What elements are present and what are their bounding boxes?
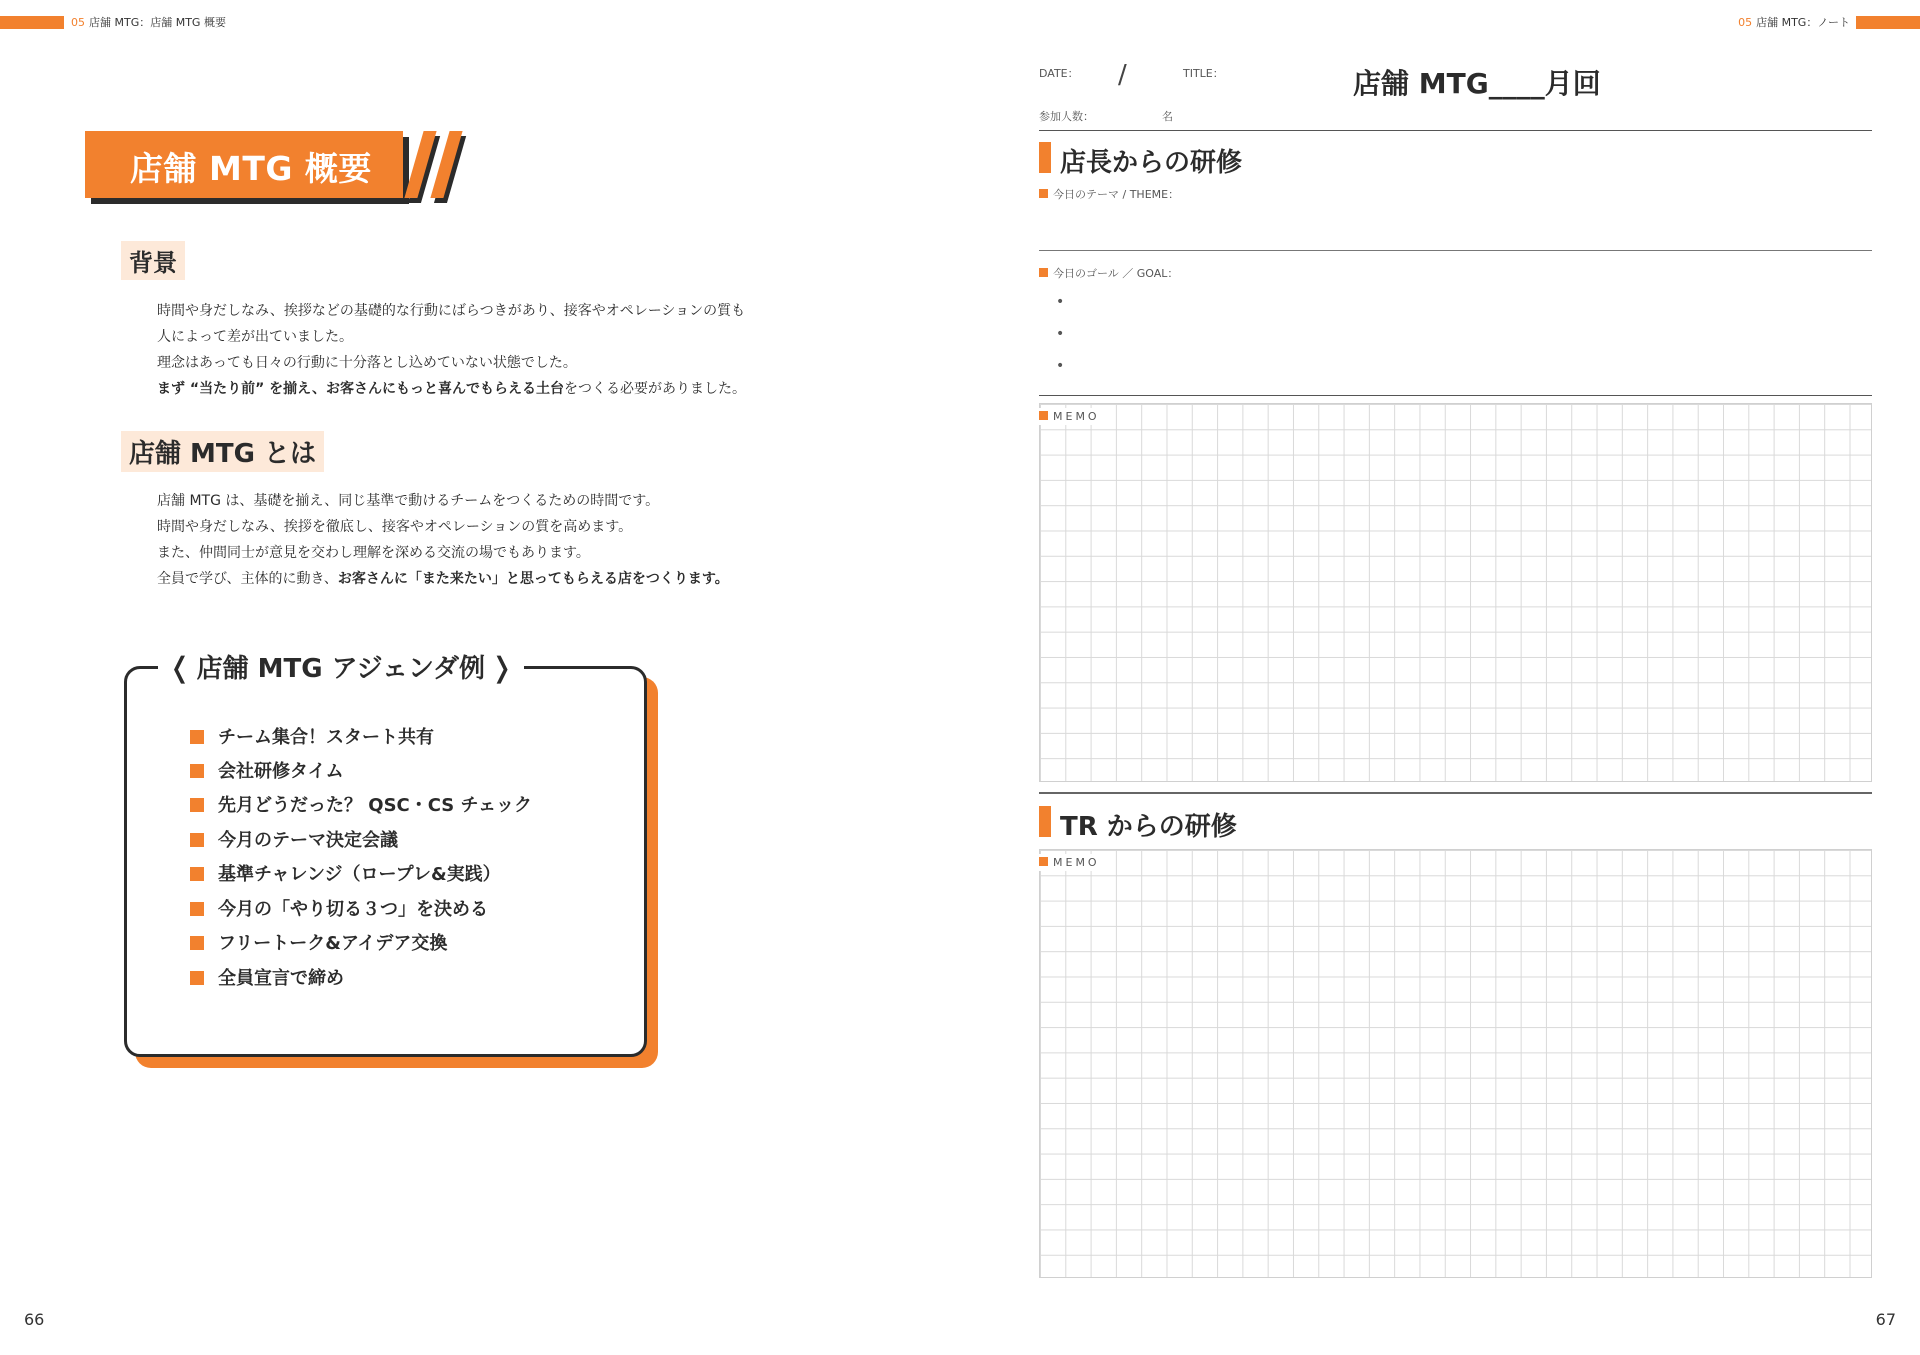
agenda-item [190, 757, 344, 783]
right-header-number: 05 [1738, 16, 1753, 29]
agenda-item [190, 929, 447, 955]
agenda-item-label: 会社研修タイム [218, 761, 344, 782]
theme-label [1039, 186, 1179, 202]
participants-unit: 名 [1162, 110, 1173, 123]
about-line-4 [157, 566, 729, 592]
agenda-item [190, 826, 398, 852]
agenda-item-label: フリートーク&アイデア交換 [218, 933, 448, 954]
agenda-item [190, 895, 488, 921]
agenda-title: 店舗 MTG アジェンダ例 [196, 654, 486, 684]
agenda-item-label: 今月の「やり切る３つ」を決める [218, 899, 488, 920]
date-label: DATE： [1039, 67, 1079, 80]
agenda-item [190, 860, 501, 886]
left-header-number: 05 [71, 16, 85, 29]
square-bullet-icon [190, 764, 204, 778]
agenda-item-label: チーム集合！スタート共有 [218, 727, 434, 748]
square-bullet-icon [190, 833, 204, 847]
banner-slash-1 [404, 131, 436, 198]
agenda-item [190, 723, 434, 749]
agenda-item [190, 791, 532, 817]
about-line-4-start: 全員で学び、主体的に動き、 [157, 571, 338, 587]
section1-title: 店長からの研修 [1060, 148, 1243, 178]
memo-label-2 [1039, 854, 1104, 871]
memo-label-2-text: MEMO [1053, 856, 1100, 869]
agenda-item-label: 今月のテーマ決定会議 [218, 830, 398, 851]
square-bullet-icon [1039, 857, 1048, 866]
square-bullet-icon [1039, 411, 1048, 420]
background-line-1: 時間や身だしなみ、挨拶などの基礎的な行動にばらつきがあり、接客やオペレーションの質も [157, 303, 746, 319]
agenda-item-label: 基準チャレンジ（ロープレ&実践） [218, 864, 501, 885]
section-divider [1039, 792, 1872, 794]
right-header-text: 店舗 MTG：ノート [1756, 16, 1850, 29]
left-running-header [71, 14, 226, 30]
memo-grid-2 [1039, 849, 1872, 1278]
agenda-bracket-left: ❬ [168, 651, 192, 684]
agenda-item-label: 全員宣言で締め [218, 968, 344, 989]
title-label: TITLE： [1183, 67, 1224, 80]
about-heading: 店舗 MTG とは [121, 431, 324, 472]
section2-marker [1039, 806, 1051, 837]
agenda-title-wrap [158, 648, 524, 685]
agenda-bracket-right: ❭ [490, 651, 514, 684]
memo-grid-1 [1039, 403, 1872, 782]
goal-bullet: • [1056, 358, 1065, 374]
date-slash: / [1118, 60, 1127, 90]
banner-slash-2 [430, 131, 462, 198]
goal-label-text: 今日のゴール ／ GOAL： [1053, 267, 1179, 280]
right-running-header [1738, 14, 1850, 30]
goal-bullet: • [1056, 294, 1065, 310]
agenda-item-label: 先月どうだった？ QSC・CS チェック [218, 795, 532, 816]
theme-answer-line [1039, 250, 1872, 251]
page-title: 店舗 MTG 概要 [130, 149, 372, 188]
theme-label-text: 今日のテーマ / THEME： [1053, 188, 1180, 201]
background-line-4 [157, 376, 746, 402]
memo-label-1 [1039, 408, 1104, 425]
square-bullet-icon [190, 867, 204, 881]
background-line-2: 人によって差が出ていました。 [157, 329, 353, 345]
square-bullet-icon [190, 730, 204, 744]
square-bullet-icon [1039, 268, 1048, 277]
background-line-4-rest: をつくる必要がありました。 [564, 381, 746, 397]
left-page-number: 66 [24, 1310, 45, 1329]
square-bullet-icon [1039, 189, 1048, 198]
about-line-4-bold: お客さんに「また来たい」と思ってもらえる店をつくります。 [337, 571, 729, 587]
section2-title: TR からの研修 [1060, 812, 1237, 842]
goal-bottom-rule [1039, 395, 1872, 396]
background-heading: 背景 [121, 241, 185, 280]
right-page-number: 67 [1875, 1310, 1896, 1329]
left-header-bar [0, 16, 64, 29]
agenda-item [190, 964, 344, 990]
square-bullet-icon [190, 902, 204, 916]
about-paragraph [157, 488, 729, 592]
background-line-4-bold: まず “当たり前” を揃え、お客さんにもっと喜んでもらえる土台 [157, 381, 564, 397]
header-rule [1039, 130, 1872, 131]
note-title: 店舗 MTG____月回 [1353, 67, 1601, 100]
about-line-2: 時間や身だしなみ、挨拶を徹底し、接客やオペレーションの質を高めます。 [157, 519, 633, 535]
participants-label: 参加人数： [1039, 110, 1094, 123]
memo-label-1-text: MEMO [1053, 410, 1100, 423]
square-bullet-icon [190, 936, 204, 950]
background-paragraph [157, 298, 746, 402]
page-title-banner [85, 131, 403, 198]
square-bullet-icon [190, 798, 204, 812]
about-line-3: また、仲間同士が意見を交わし理解を深める交流の場でもあります。 [157, 545, 590, 561]
goal-label [1039, 265, 1178, 281]
square-bullet-icon [190, 971, 204, 985]
goal-bullet: • [1056, 326, 1065, 342]
section1-marker [1039, 142, 1051, 173]
about-line-1: 店舗 MTG は、基礎を揃え、同じ基準で動けるチームをつくるための時間です。 [157, 493, 660, 509]
left-header-text: 店舗 MTG：店舗 MTG 概要 [89, 16, 226, 29]
right-header-bar [1856, 16, 1920, 29]
background-line-3: 理念はあっても日々の行動に十分落とし込めていない状態でした。 [157, 355, 577, 371]
